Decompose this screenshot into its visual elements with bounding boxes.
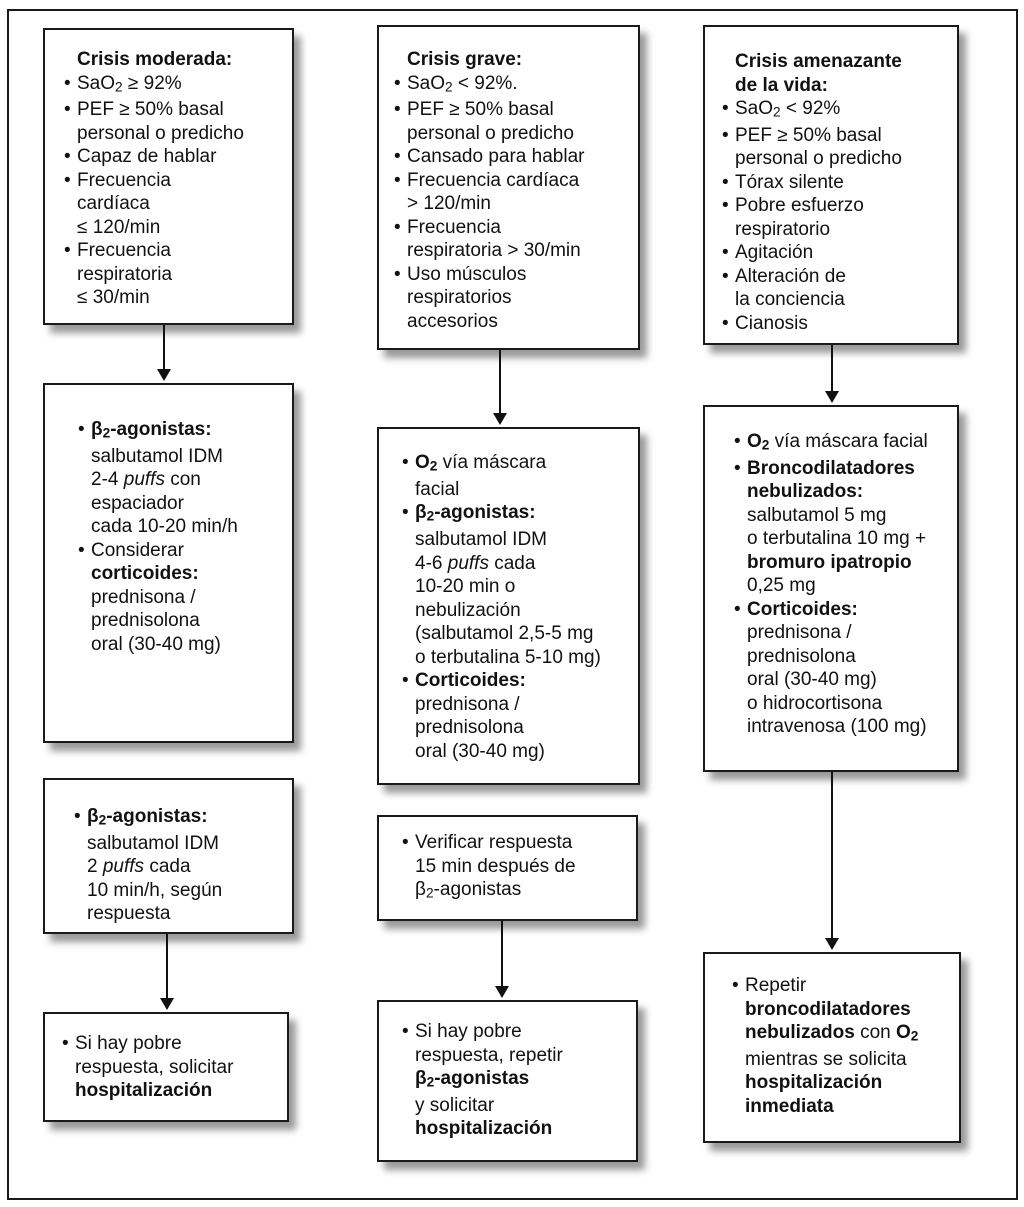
bullet-text bbox=[77, 98, 244, 145]
bullet-dot: • bbox=[394, 263, 401, 285]
text-run: 2 bbox=[115, 78, 123, 94]
bullet-dot: • bbox=[732, 975, 739, 996]
text-run: β bbox=[415, 1068, 427, 1089]
flow-arrow-head bbox=[157, 369, 171, 381]
bullet-item bbox=[722, 124, 951, 171]
bullet-dot: • bbox=[722, 98, 729, 119]
text-run: PEF ≥ 50% basal bbox=[77, 99, 224, 121]
text-run: salbutamol IDM bbox=[87, 832, 219, 854]
bullet-dot: • bbox=[722, 242, 729, 264]
bullet-item bbox=[732, 974, 953, 1118]
text-run: Repetir bbox=[745, 975, 807, 996]
bullet-dot: • bbox=[64, 146, 71, 168]
text-run: salbutamol IDM bbox=[91, 445, 223, 467]
bullet-text bbox=[735, 194, 864, 241]
text-run: > 120/min bbox=[407, 193, 491, 215]
text-run: respuesta bbox=[87, 903, 171, 925]
text-run: β bbox=[87, 806, 99, 827]
text-run: ≤ 120/min bbox=[77, 216, 161, 238]
bullet-text bbox=[407, 216, 581, 263]
bullet-text bbox=[407, 169, 579, 216]
bullet-item bbox=[402, 831, 630, 905]
bullet-text bbox=[407, 98, 574, 145]
text-run: Uso músculos bbox=[407, 263, 527, 285]
bullet-item bbox=[402, 501, 632, 669]
text-run: cada bbox=[488, 552, 536, 574]
text-run: respuesta, solicitar bbox=[75, 1056, 234, 1078]
text-run: o terbutalina 5-10 mg) bbox=[415, 646, 601, 668]
text-run: salbutamol IDM bbox=[415, 529, 547, 551]
bullet-dot: • bbox=[402, 1021, 409, 1042]
bullet-dot: • bbox=[64, 99, 71, 121]
bullet-text bbox=[77, 72, 182, 99]
text-run: prednisolona bbox=[91, 610, 200, 632]
text-run: Considerar bbox=[91, 539, 184, 561]
bullet-dot: • bbox=[722, 265, 729, 287]
text-run: 2 bbox=[761, 437, 770, 453]
text-run: Broncodilatadores bbox=[747, 457, 915, 479]
bullet-text bbox=[415, 1020, 563, 1141]
bullet-item bbox=[734, 598, 951, 739]
bullet-item bbox=[64, 169, 286, 240]
text-run: oral (30-40 mg) bbox=[415, 740, 545, 762]
bullet-text bbox=[77, 239, 172, 310]
bullet-item bbox=[64, 98, 286, 145]
bullet-item bbox=[722, 97, 951, 124]
text-run: 2 bbox=[102, 425, 111, 441]
bullet-text bbox=[77, 169, 171, 240]
text-run: β bbox=[415, 879, 426, 900]
text-run: hospitalización bbox=[75, 1080, 213, 1101]
bullet-text bbox=[747, 598, 927, 739]
text-run: -agonistas bbox=[434, 1068, 530, 1089]
text-run: prednisona / bbox=[747, 622, 852, 644]
text-run: personal o predicho bbox=[77, 122, 244, 144]
bullet-dot: • bbox=[734, 431, 741, 452]
bullet-text bbox=[87, 805, 222, 926]
text-run: nebulizados bbox=[745, 1022, 855, 1043]
bullet-dot: • bbox=[78, 539, 85, 561]
flow-arrow-head bbox=[160, 998, 174, 1010]
flow-box-crisis-moderada-L3 bbox=[43, 778, 294, 934]
text-run: Si hay pobre bbox=[75, 1033, 182, 1054]
text-run: Corticoides: bbox=[415, 670, 526, 692]
bullet-item bbox=[722, 194, 951, 241]
bullet-text bbox=[91, 539, 221, 657]
text-run: < 92% bbox=[780, 98, 841, 119]
text-run: O bbox=[896, 1022, 911, 1043]
bullet-item bbox=[402, 669, 632, 763]
text-run: β bbox=[91, 419, 103, 440]
text-run: vía máscara facial bbox=[769, 431, 928, 452]
text-run: -agonistas: bbox=[106, 806, 208, 827]
bullet-dot: • bbox=[734, 598, 741, 620]
bullet-text bbox=[407, 263, 526, 334]
text-run: bromuro ipatropio bbox=[747, 551, 912, 573]
text-run: ≤ 30/min bbox=[77, 287, 150, 309]
bullet-item bbox=[722, 241, 951, 265]
text-run: respuesta, repetir bbox=[415, 1044, 563, 1066]
bullet-item bbox=[64, 239, 286, 310]
bullet-item bbox=[64, 145, 286, 169]
bullet-item bbox=[722, 312, 951, 336]
text-run: salbutamol 5 mg bbox=[747, 504, 887, 526]
bullet-item bbox=[394, 169, 632, 216]
text-run: Frecuencia bbox=[77, 169, 171, 191]
bullet-text bbox=[735, 265, 846, 312]
bullet-item bbox=[394, 145, 632, 169]
bullet-dot: • bbox=[394, 216, 401, 238]
text-run: cardíaca bbox=[77, 193, 150, 215]
text-run: -agonistas: bbox=[434, 502, 536, 524]
bullet-text bbox=[415, 501, 601, 669]
text-run: prednisolona bbox=[415, 717, 524, 739]
text-run: (salbutamol 2,5-5 mg bbox=[415, 623, 594, 645]
bullet-dot: • bbox=[394, 169, 401, 191]
text-run: o hidrocortisona bbox=[747, 692, 883, 714]
bullet-text bbox=[745, 974, 918, 1118]
text-run: Cianosis bbox=[735, 312, 808, 334]
text-run: Agitación bbox=[735, 242, 814, 264]
text-run: 2-4 bbox=[91, 469, 124, 491]
text-run: Frecuencia bbox=[407, 216, 501, 238]
flow-box-crisis-amenazante-de-la-vida-R1 bbox=[703, 25, 959, 345]
bullet-dot: • bbox=[402, 832, 409, 853]
text-run: Tórax silente bbox=[735, 171, 844, 193]
bullet-dot: • bbox=[402, 452, 409, 473]
text-run: PEF ≥ 50% basal bbox=[407, 99, 554, 121]
text-run: Crisis amenazante bbox=[735, 51, 902, 72]
bullet-dot: • bbox=[74, 806, 81, 827]
bullet-text bbox=[747, 457, 926, 598]
text-run: personal o predicho bbox=[407, 122, 574, 144]
text-run: 15 min después de bbox=[415, 855, 576, 877]
text-run: -agonistas bbox=[433, 879, 522, 900]
text-run: espaciador bbox=[91, 492, 184, 514]
flow-box-crisis-moderada-L2 bbox=[43, 383, 294, 743]
text-run: 2 bbox=[426, 508, 435, 524]
flow-box-crisis-moderada-L1 bbox=[43, 28, 294, 325]
text-run: Frecuencia cardíaca bbox=[407, 169, 580, 191]
bullet-dot: • bbox=[78, 419, 85, 440]
text-run: PEF ≥ 50% basal bbox=[735, 124, 882, 146]
bullet-text bbox=[77, 145, 216, 169]
box-title bbox=[735, 50, 951, 97]
text-run: -agonistas: bbox=[110, 419, 212, 440]
bullet-text bbox=[735, 312, 808, 336]
text-run: 2 bbox=[425, 885, 434, 901]
text-run: Crisis moderada: bbox=[77, 49, 233, 70]
text-run: intravenosa (100 mg) bbox=[747, 716, 927, 738]
text-run: cada bbox=[144, 856, 191, 878]
bullet-text bbox=[735, 171, 844, 195]
text-run: Frecuencia bbox=[77, 240, 171, 262]
bullet-item bbox=[78, 418, 286, 539]
text-run: Capaz de hablar bbox=[77, 146, 217, 168]
flow-arrow-line bbox=[831, 772, 834, 940]
bullet-dot: • bbox=[722, 195, 729, 217]
text-run: SaO bbox=[407, 72, 446, 94]
text-run: y solicitar bbox=[415, 1094, 495, 1116]
bullet-text bbox=[735, 124, 902, 171]
flow-box-crisis-moderada-L4 bbox=[43, 1012, 289, 1122]
text-run: o terbutalina 10 mg + bbox=[747, 528, 927, 550]
text-run: 2 bbox=[773, 104, 781, 120]
flow-arrow-line bbox=[163, 325, 166, 371]
text-run: 10-20 min o bbox=[415, 576, 516, 598]
bullet-text bbox=[415, 669, 545, 763]
text-run: Crisis grave: bbox=[407, 49, 523, 70]
text-run: O bbox=[747, 431, 762, 452]
bullet-dot: • bbox=[64, 169, 71, 191]
text-run: prednisona / bbox=[91, 586, 196, 608]
bullet-text bbox=[407, 145, 584, 169]
bullet-text bbox=[747, 430, 928, 457]
flow-box-crisis-grave-M2 bbox=[377, 427, 640, 785]
bullet-dot: • bbox=[402, 670, 409, 692]
text-run: puffs bbox=[102, 856, 145, 878]
text-run: oral (30-40 mg) bbox=[91, 633, 221, 655]
flow-box-crisis-amenazante-de-la-vida-R2 bbox=[703, 405, 959, 772]
bullet-dot: • bbox=[722, 124, 729, 146]
text-run: nebulizados: bbox=[747, 481, 864, 503]
bullet-text bbox=[735, 241, 813, 265]
text-run: nebulización bbox=[415, 599, 521, 621]
text-run: 2 bbox=[445, 78, 453, 94]
text-run: < 92%. bbox=[452, 72, 518, 94]
text-run: Corticoides: bbox=[747, 598, 858, 620]
box-title bbox=[77, 48, 286, 72]
text-run: 0,25 mg bbox=[747, 575, 816, 597]
text-run: mientras se solicita bbox=[745, 1048, 907, 1070]
bullet-item bbox=[78, 539, 286, 657]
text-run: vía máscara bbox=[437, 452, 547, 473]
text-run: broncodilatadores bbox=[745, 998, 911, 1020]
text-run: corticoides: bbox=[91, 563, 199, 585]
bullet-dot: • bbox=[64, 240, 71, 262]
text-run: 2 bbox=[910, 1028, 919, 1044]
text-run: O bbox=[415, 452, 430, 473]
text-run: hospitalización bbox=[415, 1118, 553, 1140]
flow-arrow-line bbox=[166, 934, 169, 1000]
bullet-dot: • bbox=[394, 72, 401, 94]
bullet-dot: • bbox=[394, 99, 401, 121]
bullet-item bbox=[74, 805, 286, 926]
flow-box-crisis-amenazante-de-la-vida-R3 bbox=[703, 952, 961, 1143]
bullet-item bbox=[722, 265, 951, 312]
text-run: facial bbox=[415, 478, 460, 500]
flow-arrow-head bbox=[495, 986, 509, 998]
bullet-text bbox=[75, 1032, 233, 1103]
flow-arrow-head bbox=[825, 938, 839, 950]
text-run: SaO bbox=[735, 98, 774, 119]
text-run: 2 bbox=[426, 1074, 435, 1090]
flow-box-crisis-grave-M4 bbox=[377, 1000, 638, 1162]
bullet-item bbox=[394, 98, 632, 145]
bullet-item bbox=[394, 72, 632, 99]
text-run: respiratoria > 30/min bbox=[407, 240, 581, 262]
flow-arrow-line bbox=[499, 350, 502, 415]
bullet-text bbox=[407, 72, 518, 99]
text-run: Alteración de bbox=[735, 265, 846, 287]
text-run: 4-6 bbox=[415, 552, 448, 574]
bullet-dot: • bbox=[722, 171, 729, 193]
flow-box-crisis-grave-M3 bbox=[377, 815, 638, 921]
bullet-item bbox=[722, 171, 951, 195]
bullet-item bbox=[734, 430, 951, 457]
text-run: 10 min/h, según bbox=[87, 879, 223, 901]
bullet-text bbox=[91, 418, 238, 539]
bullet-item bbox=[62, 1032, 281, 1103]
text-run: personal o predicho bbox=[735, 148, 902, 170]
text-run: Verificar respuesta bbox=[415, 832, 573, 853]
bullet-item bbox=[734, 457, 951, 598]
bullet-item bbox=[64, 72, 286, 99]
text-run: de la vida: bbox=[735, 74, 828, 96]
bullet-item bbox=[394, 263, 632, 334]
text-run: respiratoria bbox=[77, 263, 173, 285]
flow-arrow-head bbox=[825, 391, 839, 403]
text-run: hospitalización bbox=[745, 1072, 883, 1094]
box-title bbox=[407, 48, 632, 72]
bullet-dot: • bbox=[402, 502, 409, 524]
bullet-dot: • bbox=[734, 457, 741, 479]
text-run: β bbox=[415, 502, 427, 524]
flow-arrow-head bbox=[493, 413, 507, 425]
text-run: Pobre esfuerzo bbox=[735, 195, 864, 217]
text-run: Cansado para hablar bbox=[407, 146, 585, 168]
text-run: Si hay pobre bbox=[415, 1021, 522, 1042]
bullet-text bbox=[415, 831, 576, 905]
bullet-item bbox=[402, 451, 632, 501]
text-run: puffs bbox=[447, 552, 489, 574]
text-run: accesorios bbox=[407, 310, 498, 332]
text-run: puffs bbox=[123, 469, 165, 491]
bullet-dot: • bbox=[64, 72, 71, 94]
text-run: SaO bbox=[77, 72, 116, 94]
bullet-text bbox=[415, 451, 546, 501]
text-run: respiratorios bbox=[407, 287, 512, 309]
text-run: oral (30-40 mg) bbox=[747, 669, 877, 691]
text-run: cada 10-20 min/h bbox=[91, 516, 238, 538]
bullet-dot: • bbox=[62, 1033, 69, 1054]
text-run: 2 bbox=[87, 856, 103, 878]
text-run: la conciencia bbox=[735, 289, 845, 311]
flow-box-crisis-grave-M1 bbox=[377, 25, 640, 350]
bullet-dot: • bbox=[394, 146, 401, 168]
text-run: prednisolona bbox=[747, 645, 856, 667]
text-run: con bbox=[164, 469, 201, 491]
text-run: prednisona / bbox=[415, 693, 520, 715]
bullet-item bbox=[402, 1020, 630, 1141]
text-run: con bbox=[854, 1022, 896, 1043]
text-run: 2 bbox=[98, 812, 107, 828]
bullet-text bbox=[735, 97, 840, 124]
flow-arrow-line bbox=[831, 345, 834, 393]
flow-arrow-line bbox=[501, 921, 504, 988]
text-run: 2 bbox=[429, 458, 438, 474]
text-run: ≥ 92% bbox=[122, 72, 182, 94]
text-run: respiratorio bbox=[735, 218, 831, 240]
text-run: inmediata bbox=[745, 1095, 834, 1117]
bullet-dot: • bbox=[722, 312, 729, 334]
bullet-item bbox=[394, 216, 632, 263]
